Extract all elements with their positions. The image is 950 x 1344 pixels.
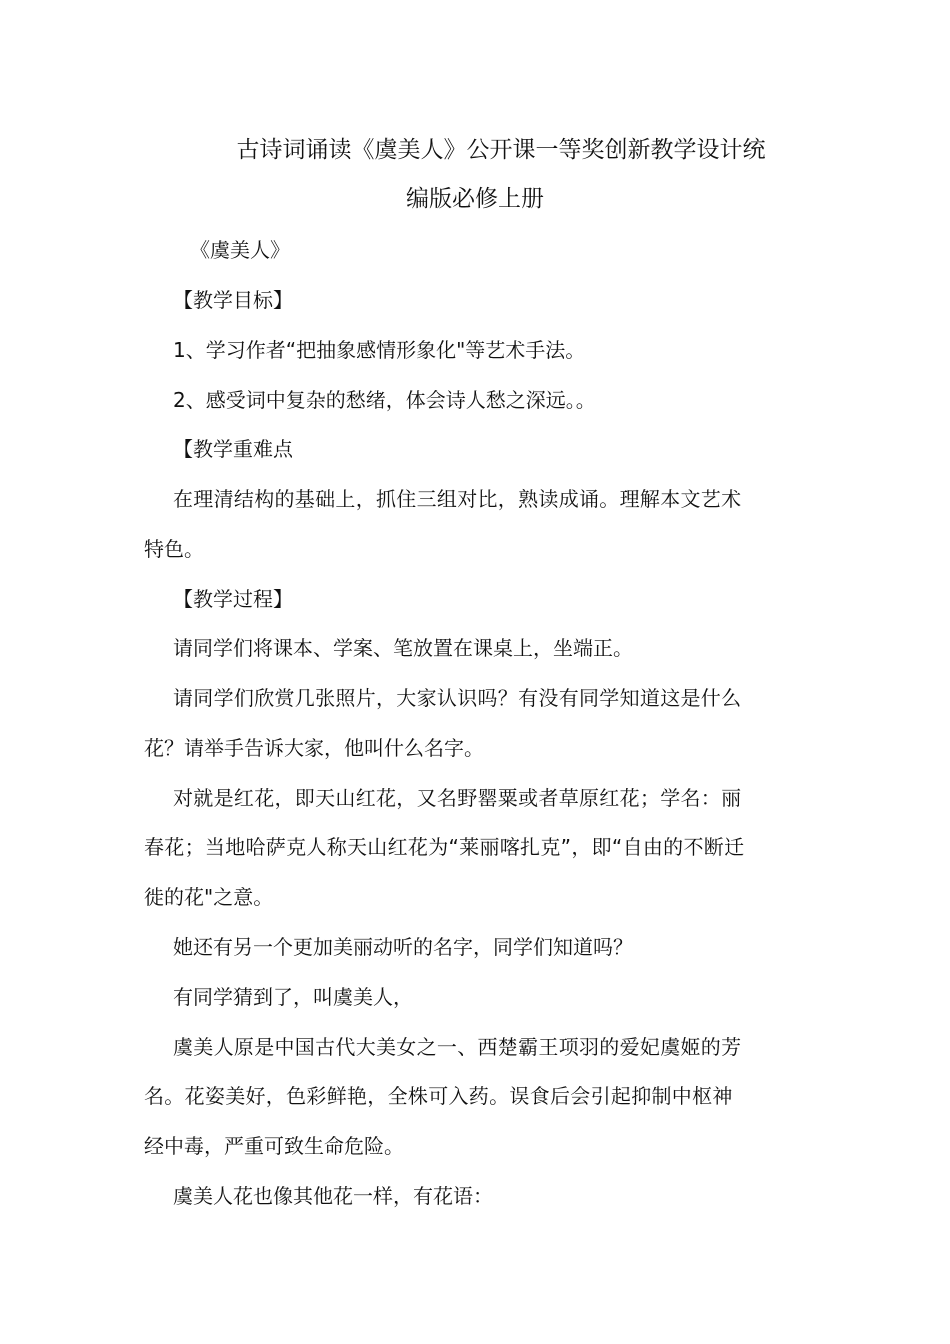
paragraph-line: 经中毒，严重可致生命危险。 bbox=[144, 1134, 404, 1158]
paragraph-line: 在理清结构的基础上，抓住三组对比，熟读成诵。理解本文艺术 bbox=[173, 487, 742, 511]
paragraph-line: 请同学们欣赏几张照片，大家认识吗？有没有同学知道这是什么 bbox=[173, 686, 742, 710]
goal-item-1: 1、学习作者“把抽象感情形象化"等艺术手法。 bbox=[173, 338, 586, 362]
paragraph-line: 名。花姿美好，色彩鲜艳，全株可入药。误食后会引起抑制中枢神 bbox=[144, 1084, 733, 1108]
document-title-line-2: 编版必修上册 bbox=[406, 186, 544, 212]
goal-item-2: 2、感受词中复杂的愁绪，体会诗人愁之深远。。 bbox=[173, 388, 596, 412]
paragraph-line: 她还有另一个更加美丽动听的名字，同学们知道吗？ bbox=[173, 935, 633, 959]
paragraph-line: 对就是红花，即天山红花，又名野罂粟或者草原红花；学名：丽 bbox=[173, 786, 742, 810]
paragraph-line: 虞美人原是中国古代大美女之一、西楚霸王项羽的爱妃虞姬的芳 bbox=[173, 1035, 742, 1059]
paragraph-line: 花？请举手告诉大家，他叫什么名字。 bbox=[144, 736, 484, 760]
paragraph-line: 特色。 bbox=[144, 537, 204, 561]
paragraph-line: 有同学猜到了，叫虞美人， bbox=[173, 985, 413, 1009]
paragraph-line: 春花；当地哈萨克人称天山红花为“莱丽喀扎克”，即“自由的不断迁 bbox=[144, 835, 745, 859]
section-heading-process: 【教学过程】 bbox=[173, 587, 293, 611]
paragraph-line: 虞美人花也像其他花一样，有花语： bbox=[173, 1184, 493, 1208]
section-heading-goals: 【教学目标】 bbox=[173, 288, 293, 312]
section-heading-key-points: 【教学重难点 bbox=[173, 437, 293, 461]
paragraph-line: 徙的花"之意。 bbox=[144, 885, 274, 909]
document-title-line-1: 古诗词诵读《虞美人》公开课一等奖创新教学设计统 bbox=[236, 137, 766, 163]
poem-title: 《虞美人》 bbox=[190, 238, 290, 262]
paragraph-line: 请同学们将课本、学案、笔放置在课桌上，坐端正。 bbox=[173, 636, 633, 660]
